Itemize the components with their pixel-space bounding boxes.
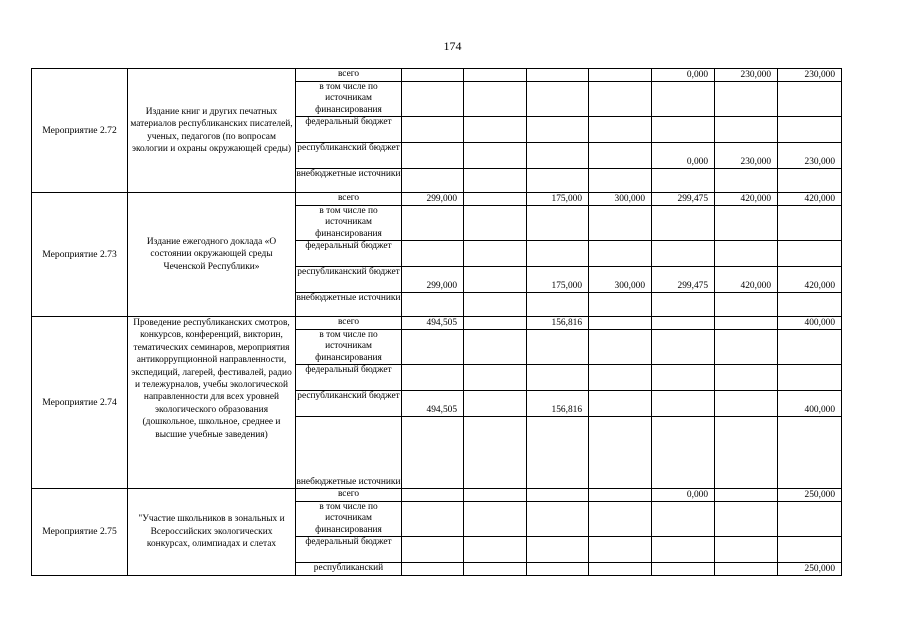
value-cell xyxy=(652,117,715,143)
value-cell: 420,000 xyxy=(715,267,778,293)
value-cell xyxy=(464,329,527,365)
value-cell xyxy=(778,293,842,317)
value-cell xyxy=(527,143,589,169)
value-cell xyxy=(402,563,464,576)
budget-table xyxy=(31,68,842,576)
value-cell xyxy=(715,81,778,117)
value-cell xyxy=(527,329,589,365)
value-cell: 230,000 xyxy=(778,69,842,82)
value-cell: 250,000 xyxy=(778,489,842,502)
funding-source: внебюджетные источники xyxy=(296,169,402,193)
value-cell: 230,000 xyxy=(778,143,842,169)
funding-source: республиканский xyxy=(296,563,402,576)
value-cell xyxy=(589,169,652,193)
value-cell: 420,000 xyxy=(715,193,778,206)
value-cell xyxy=(715,241,778,267)
funding-source: внебюджетные источники xyxy=(296,293,402,317)
value-cell: 175,000 xyxy=(527,267,589,293)
value-cell xyxy=(589,537,652,563)
measure-description: Проведение республиканских смотров, конкурсов, конференций, викторин, тематических семинаров, мероприятия антикоррупционной направленности, экспедиций, лагерей, фестивалей, радио и тележурналов, учебы экологической направленности для всех уровней экологического образования (дошкольное, школьное, среднее и высшие учебные заведения) xyxy=(128,317,296,489)
value-cell xyxy=(402,329,464,365)
value-cell xyxy=(778,537,842,563)
value-cell xyxy=(464,391,527,417)
value-cell xyxy=(652,563,715,576)
value-cell: 494,505 xyxy=(402,317,464,330)
funding-source: федеральный бюджет xyxy=(296,365,402,391)
value-cell xyxy=(402,489,464,502)
value-cell xyxy=(652,391,715,417)
value-cell xyxy=(589,489,652,502)
value-cell xyxy=(652,169,715,193)
value-cell xyxy=(402,169,464,193)
value-cell xyxy=(715,317,778,330)
value-cell xyxy=(464,293,527,317)
value-cell xyxy=(652,293,715,317)
value-cell xyxy=(464,241,527,267)
value-cell xyxy=(402,143,464,169)
funding-source: республиканский бюджет xyxy=(296,267,402,293)
value-cell xyxy=(589,205,652,241)
value-cell: 300,000 xyxy=(589,267,652,293)
value-cell xyxy=(652,81,715,117)
value-cell xyxy=(589,241,652,267)
value-cell: 299,000 xyxy=(402,193,464,206)
value-cell xyxy=(402,81,464,117)
value-cell xyxy=(402,537,464,563)
value-cell xyxy=(527,205,589,241)
funding-source: в том числе по источникам финансирования xyxy=(296,501,402,537)
table-row xyxy=(32,489,842,502)
value-cell xyxy=(589,143,652,169)
value-cell xyxy=(527,537,589,563)
value-cell xyxy=(527,293,589,317)
value-cell xyxy=(778,81,842,117)
value-cell xyxy=(464,417,527,489)
value-cell: 494,505 xyxy=(402,391,464,417)
value-cell xyxy=(527,417,589,489)
value-cell xyxy=(527,563,589,576)
value-cell xyxy=(652,537,715,563)
measure-title: Мероприятие 2.74 xyxy=(32,317,128,489)
value-cell xyxy=(715,501,778,537)
value-cell xyxy=(464,81,527,117)
table-row xyxy=(32,193,842,206)
value-cell xyxy=(652,365,715,391)
value-cell xyxy=(715,365,778,391)
value-cell xyxy=(402,293,464,317)
value-cell xyxy=(402,69,464,82)
value-cell xyxy=(589,69,652,82)
value-cell xyxy=(527,501,589,537)
table-row xyxy=(32,69,842,82)
funding-source: всего xyxy=(296,489,402,502)
funding-source: федеральный бюджет xyxy=(296,241,402,267)
value-cell xyxy=(589,117,652,143)
measure-title: Мероприятие 2.75 xyxy=(32,489,128,576)
value-cell xyxy=(715,489,778,502)
value-cell: 400,000 xyxy=(778,391,842,417)
value-cell xyxy=(527,489,589,502)
value-cell xyxy=(402,365,464,391)
value-cell xyxy=(715,293,778,317)
value-cell xyxy=(464,489,527,502)
value-cell: 156,816 xyxy=(527,391,589,417)
value-cell xyxy=(778,241,842,267)
value-cell xyxy=(589,293,652,317)
value-cell xyxy=(464,365,527,391)
value-cell xyxy=(589,417,652,489)
value-cell xyxy=(464,537,527,563)
funding-source: всего xyxy=(296,69,402,82)
table-row xyxy=(32,317,842,330)
value-cell xyxy=(464,169,527,193)
funding-source: федеральный бюджет xyxy=(296,117,402,143)
value-cell: 230,000 xyxy=(715,69,778,82)
value-cell xyxy=(589,317,652,330)
value-cell: 299,000 xyxy=(402,267,464,293)
value-cell: 299,475 xyxy=(652,267,715,293)
value-cell xyxy=(652,317,715,330)
funding-source: в том числе по источникам финансирования xyxy=(296,329,402,365)
value-cell xyxy=(715,391,778,417)
funding-source: всего xyxy=(296,317,402,330)
value-cell xyxy=(527,117,589,143)
value-cell xyxy=(778,205,842,241)
value-cell xyxy=(464,267,527,293)
value-cell: 299,475 xyxy=(652,193,715,206)
funding-source: всего xyxy=(296,193,402,206)
value-cell xyxy=(652,329,715,365)
value-cell xyxy=(589,563,652,576)
value-cell xyxy=(715,205,778,241)
value-cell xyxy=(402,501,464,537)
value-cell xyxy=(715,563,778,576)
value-cell xyxy=(527,365,589,391)
value-cell xyxy=(527,169,589,193)
value-cell xyxy=(652,417,715,489)
value-cell xyxy=(464,205,527,241)
value-cell xyxy=(778,329,842,365)
value-cell xyxy=(402,205,464,241)
value-cell xyxy=(589,391,652,417)
measure-description: Издание ежегодного доклада «О состоянии окружающей среды Чеченской Республики» xyxy=(128,193,296,317)
value-cell xyxy=(589,365,652,391)
measure-description: "Участие школьников в зональных и Всероссийских экологических конкурсах, олимпиадах и слетах xyxy=(128,489,296,576)
value-cell xyxy=(778,417,842,489)
value-cell: 420,000 xyxy=(778,267,842,293)
page-number: 174 xyxy=(443,39,462,53)
value-cell: 420,000 xyxy=(778,193,842,206)
funding-source: в том числе по источникам финансирования xyxy=(296,205,402,241)
value-cell xyxy=(527,241,589,267)
value-cell xyxy=(464,317,527,330)
value-cell xyxy=(778,117,842,143)
measure-description: Издание книг и других печатных материалов республиканских писателей, ученых, педагогов (по вопросам экологии и охраны окружающей среды) xyxy=(128,69,296,193)
value-cell xyxy=(402,417,464,489)
value-cell xyxy=(464,501,527,537)
value-cell xyxy=(464,117,527,143)
value-cell: 250,000 xyxy=(778,563,842,576)
value-cell: 0,000 xyxy=(652,143,715,169)
value-cell xyxy=(778,365,842,391)
value-cell xyxy=(464,563,527,576)
value-cell xyxy=(715,417,778,489)
value-cell xyxy=(402,117,464,143)
value-cell xyxy=(715,537,778,563)
value-cell xyxy=(715,169,778,193)
value-cell: 230,000 xyxy=(715,143,778,169)
value-cell xyxy=(402,241,464,267)
value-cell xyxy=(464,69,527,82)
value-cell xyxy=(715,117,778,143)
value-cell: 175,000 xyxy=(527,193,589,206)
measure-title: Мероприятие 2.73 xyxy=(32,193,128,317)
measure-title: Мероприятие 2.72 xyxy=(32,69,128,193)
value-cell xyxy=(652,501,715,537)
value-cell xyxy=(778,501,842,537)
funding-source: в том числе по источникам финансирования xyxy=(296,81,402,117)
value-cell xyxy=(589,501,652,537)
value-cell: 300,000 xyxy=(589,193,652,206)
value-cell xyxy=(527,69,589,82)
value-cell: 0,000 xyxy=(652,69,715,82)
value-cell xyxy=(464,193,527,206)
funding-source: внебюджетные источники xyxy=(296,417,402,489)
value-cell xyxy=(527,81,589,117)
value-cell xyxy=(589,329,652,365)
value-cell: 156,816 xyxy=(527,317,589,330)
funding-source: федеральный бюджет xyxy=(296,537,402,563)
value-cell xyxy=(778,169,842,193)
value-cell xyxy=(652,205,715,241)
value-cell xyxy=(652,241,715,267)
value-cell xyxy=(715,329,778,365)
value-cell: 0,000 xyxy=(652,489,715,502)
value-cell xyxy=(464,143,527,169)
value-cell xyxy=(589,81,652,117)
funding-source: республиканский бюджет xyxy=(296,143,402,169)
funding-source: республиканский бюджет xyxy=(296,391,402,417)
value-cell: 400,000 xyxy=(778,317,842,330)
